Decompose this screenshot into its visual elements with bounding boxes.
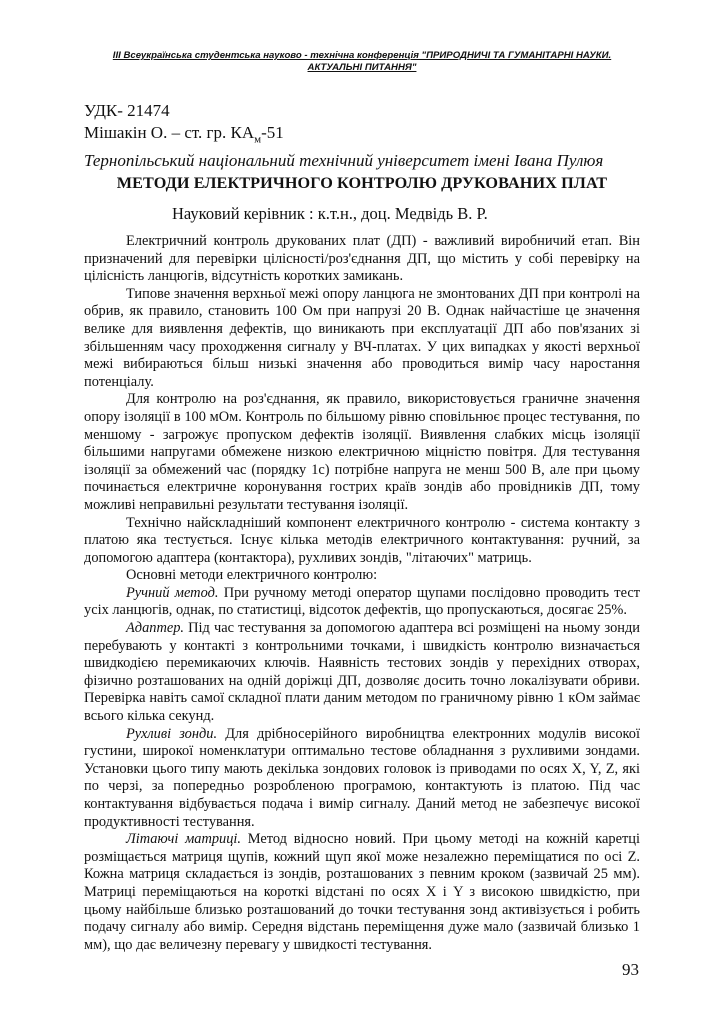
paragraph-manual-method — [84, 585, 640, 620]
paragraph-insulation: Для контролю на роз'єднання, як правило, використовується граничне значення опору ізоляції в 100 мОм. Контроль по більшому рівню сповільнює процес тестування, по меншому - загрожує пропуском дефектів ізоляції. Виявлення слабких місць ізоляції більшими напругами обмежене низкою електричною міцністю повітря. Для тестування ізоляції за обмежений час (порядку 1с) потрібне напруга не менш 500 В, але при цьому починається електричне коронування гострих країв зондів або провідників ДП, тому можливі неправильні результати тестування ізоляції. — [84, 391, 640, 513]
term-adapter: Адаптер. — [126, 620, 185, 637]
conference-header — [84, 50, 640, 74]
term-manual-method: Ручний метод. — [126, 584, 219, 601]
article-title: МЕТОДИ ЕЛЕКТРИЧНОГО КОНТРОЛЮ ДРУКОВАНИХ ПЛАТ — [116, 174, 608, 192]
university-name: Тернопільський національний технічний університет імені Івана Пулюя — [84, 151, 604, 171]
paragraph-methods-heading: Основні методи електричного контролю: — [126, 567, 378, 584]
conference-header-line1: III Всеукраїнська студентська науково - технічна конференція "ПРИРОДНИЧІ ТА ГУМАНІТАРНІ НАУКИ. — [112, 50, 612, 61]
term-moving-probes: Рухливі зонди. — [126, 725, 218, 742]
group-suffix: -51 — [261, 123, 284, 142]
page-number: 93 — [622, 960, 639, 979]
article-body — [84, 233, 640, 954]
paragraph-flying-matrices — [84, 831, 640, 954]
text-adapter: Під час тестування за допомогою адаптера всі розміщені на ньому зонди перебувають у контакті з контрольними точками, і швидкість контролю визначається швидкодією перемикаючих ключів. Наявність тестових зондів у перехідних отворах, фізично розташованих на одній доріжці ДП, дозволяє досить точно локалізувати обриви. Перевірка навіть самої складної плати даним методом по граничному рівню 1 кОм займає всього кілька секунд. — [84, 620, 640, 725]
paragraph-moving-probes — [84, 726, 640, 832]
paragraph-adapter — [84, 620, 640, 726]
conference-header-line2: АКТУАЛЬНІ ПИТАННЯ" — [307, 62, 417, 73]
scientific-advisor: Науковий керівник : к.т.н., доц. Медвідь В. Р. — [172, 204, 488, 223]
group-subscript: м — [254, 133, 262, 146]
author-name: Мішакін О. – ст. гр. КА — [84, 123, 255, 142]
paragraph-resistance-limit: Типове значення верхньої межі опору ланцюга не змонтованих ДП при контролі на обрив, як правило, становить 100 Ом при напрузі 20 В. Однак найчастіше це значення велике для виявлення дефектів, що виникають при експлуатації ДП або пов'язаних зі збільшенням часу проходження сигналу у ВЧ-платах. У цих випадках у якості верхньої межі вибираються більш низькі значення або проводиться вимір часу наростання потенціалу. — [84, 285, 640, 390]
term-flying-matrices: Літаючі матриці. — [126, 831, 242, 848]
text-flying-matrices: Метод відносно новий. При цьому методі на кожній каретці розміщається матриця щупів, кожний щуп якої може незалежно переміщатися по осі Z. Кожна матриця складається із зондів, розташованих з певним кроком (зазвичай 25 мм). Матриці переміщаються на короткі відстані по осях X і Y з високою швидкістю, при цьому найбільше близько розташований до точки тестування зонд активізується і робить подачу сигналу або вимір. Середня відстань переміщення дуже мало (зазвичай близько 1 мм), що дає величезну перевагу у швидкості тестування. — [84, 831, 640, 953]
author-line — [84, 122, 644, 150]
paragraph-contact-system: Технічно найскладніший компонент електричного контролю - система контакту з платою яка тестується. Існує кілька методів електричного контактування: ручний, за допомогою адаптера (контактора), рухливих зондів, "літаючих" матриць. — [84, 514, 640, 566]
article-meta — [84, 100, 644, 172]
udk-code: УДК- 21474 — [84, 101, 170, 120]
text-manual-method: При ручному методі оператор щупами послідовно проводить тест усіх ланцюгів, однак, по статистиці, відсоток дефектів, що пропускаються, досягає 25%. — [84, 584, 641, 619]
text-moving-probes: Для дрібносерійного виробництва електронних модулів високої густини, широкої номенклатури оптимально тестове обладнання з рухливими зондами. Установки цього типу мають декілька зондових головок із приводами по осях X, Y, Z, які по черзі, за попередньо розробленою програмою, контактують із платою. Під час контактування відбувається подача і вимір сигналу. Даний метод не забезпечує високої продуктивності тестування. — [84, 725, 640, 830]
paragraph-intro: Електричний контроль друкованих плат (ДП) - важливий виробничий етап. Він призначений для перевірки цілісності/роз'єднання ДП, що містить у собі перевірку на цілісність ланцюгів, відсутність коротких замикань. — [84, 233, 640, 285]
